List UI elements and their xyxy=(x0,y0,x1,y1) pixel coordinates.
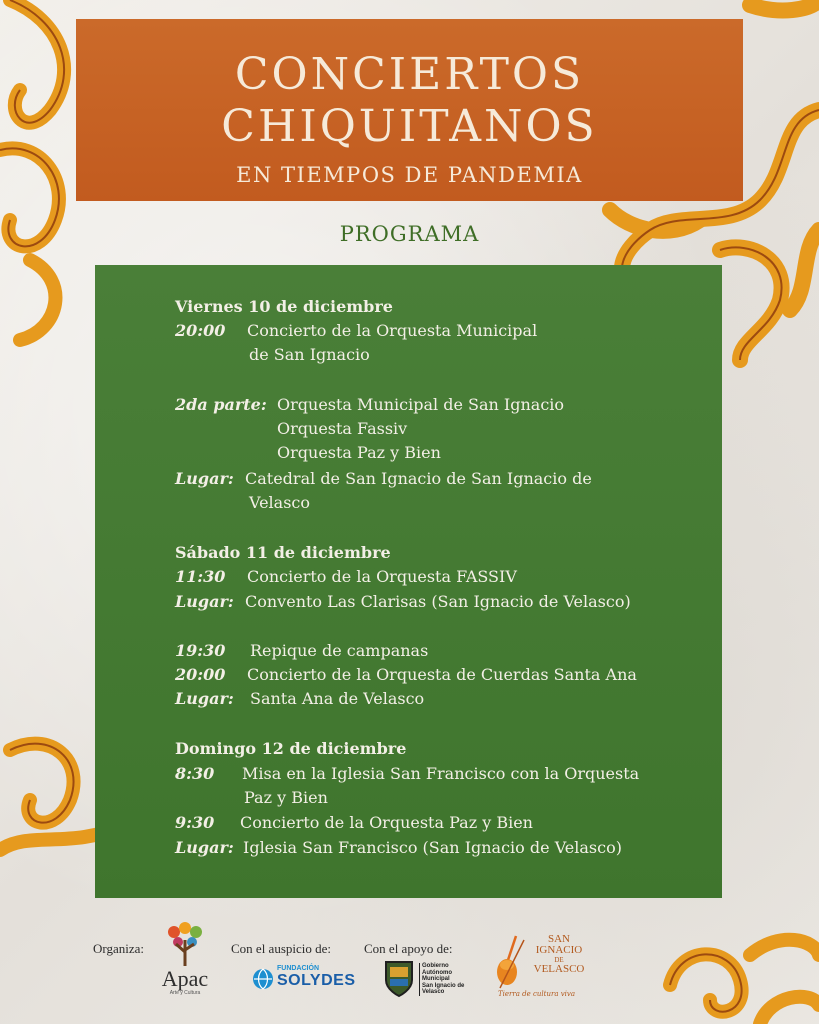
day-heading: Domingo 12 de diciembre xyxy=(175,739,407,758)
apac-logo xyxy=(150,920,220,1000)
event-description: de San Ignacio xyxy=(249,345,370,364)
san-ignacio-line-1: SAN xyxy=(547,933,570,945)
event-description: Misa en la Iglesia San Francisco con la Orquesta xyxy=(242,764,640,783)
san-ignacio-logo xyxy=(494,930,594,1005)
program-panel xyxy=(95,265,722,898)
orchestra-item: Orquesta Fassiv xyxy=(277,419,408,438)
event-label: 2da parte: xyxy=(175,395,267,414)
venue-text: Velasco xyxy=(249,493,311,512)
solydes-fundacion: FUNDACIÓN xyxy=(277,965,319,972)
apac-subtitle: Arte y Cultura xyxy=(169,990,201,996)
san-ignacio-line-3: DE xyxy=(554,956,564,964)
san-ignacio-line-2: IGNACIO xyxy=(535,944,583,956)
event-time: 11:30 xyxy=(175,567,226,586)
title-banner xyxy=(76,19,743,201)
gobierno-line-2: Autónomo xyxy=(422,969,452,976)
municipal-shield-icon xyxy=(383,958,415,998)
gobierno-line-3: Municipal xyxy=(422,976,450,982)
violin-icon xyxy=(494,934,528,992)
event-description: Concierto de la Orquesta de Cuerdas Santa Ana xyxy=(247,665,637,684)
gobierno-line-4: San Ignacio de Velasco xyxy=(422,982,465,995)
solydes-name: SOLYDES xyxy=(277,972,356,989)
venue-label: Lugar: xyxy=(175,689,234,708)
section-title: PROGRAMA xyxy=(339,222,480,246)
event-description: Concierto de la Orquesta FASSIV xyxy=(247,567,517,586)
event-time: 19:30 xyxy=(175,641,226,660)
event-description: Paz y Bien xyxy=(244,788,328,807)
event-description: Concierto de la Orquesta Municipal xyxy=(247,321,538,340)
day-heading: Sábado 11 de diciembre xyxy=(175,543,391,562)
event-description: Concierto de la Orquesta Paz y Bien xyxy=(240,813,533,832)
apac-name: Apac xyxy=(161,966,209,991)
solydes-logo xyxy=(252,965,356,993)
gobierno-text xyxy=(419,963,483,996)
ornament-bottom-right xyxy=(650,925,819,1024)
event-time: 20:00 xyxy=(175,665,226,684)
orchestra-item: Orquesta Municipal de San Ignacio xyxy=(277,395,565,414)
venue-text: Iglesia San Francisco (San Ignacio de Velasco) xyxy=(243,838,622,857)
event-time: 20:00 xyxy=(175,321,226,340)
poster-title xyxy=(76,19,743,153)
apoyo-label: Con el apoyo de: xyxy=(364,941,453,956)
san-ignacio-name xyxy=(524,934,594,975)
title-line-2: CHIQUITANOS xyxy=(221,101,598,152)
day-heading: Viernes 10 de diciembre xyxy=(175,297,393,316)
event-description: Repique de campanas xyxy=(250,641,429,660)
venue-text: Convento Las Clarisas (San Ignacio de Velasco) xyxy=(245,592,631,611)
venue-label: Lugar: xyxy=(175,469,234,488)
title-line-1: CONCIERTOS xyxy=(234,49,585,100)
san-ignacio-line-4: VELASCO xyxy=(533,963,585,975)
venue-label: Lugar: xyxy=(175,592,234,611)
venue-label: Lugar: xyxy=(175,838,234,857)
san-ignacio-tagline: Tierra de cultura viva xyxy=(498,990,576,998)
gobierno-line-1: Gobierno xyxy=(422,963,449,969)
gobierno-logo xyxy=(383,956,483,1000)
venue-text: Santa Ana de Velasco xyxy=(250,689,425,708)
event-time: 8:30 xyxy=(175,764,215,783)
event-time: 9:30 xyxy=(175,813,215,832)
tree-icon xyxy=(160,920,210,968)
auspicio-label: Con el auspicio de: xyxy=(231,941,332,956)
venue-text: Catedral de San Ignacio de San Ignacio de xyxy=(245,469,592,488)
organiza-label: Organiza: xyxy=(93,941,145,956)
orchestra-item: Orquesta Paz y Bien xyxy=(277,443,441,462)
globe-icon xyxy=(252,968,274,990)
poster-subtitle: EN TIEMPOS DE PANDEMIA xyxy=(236,163,583,187)
